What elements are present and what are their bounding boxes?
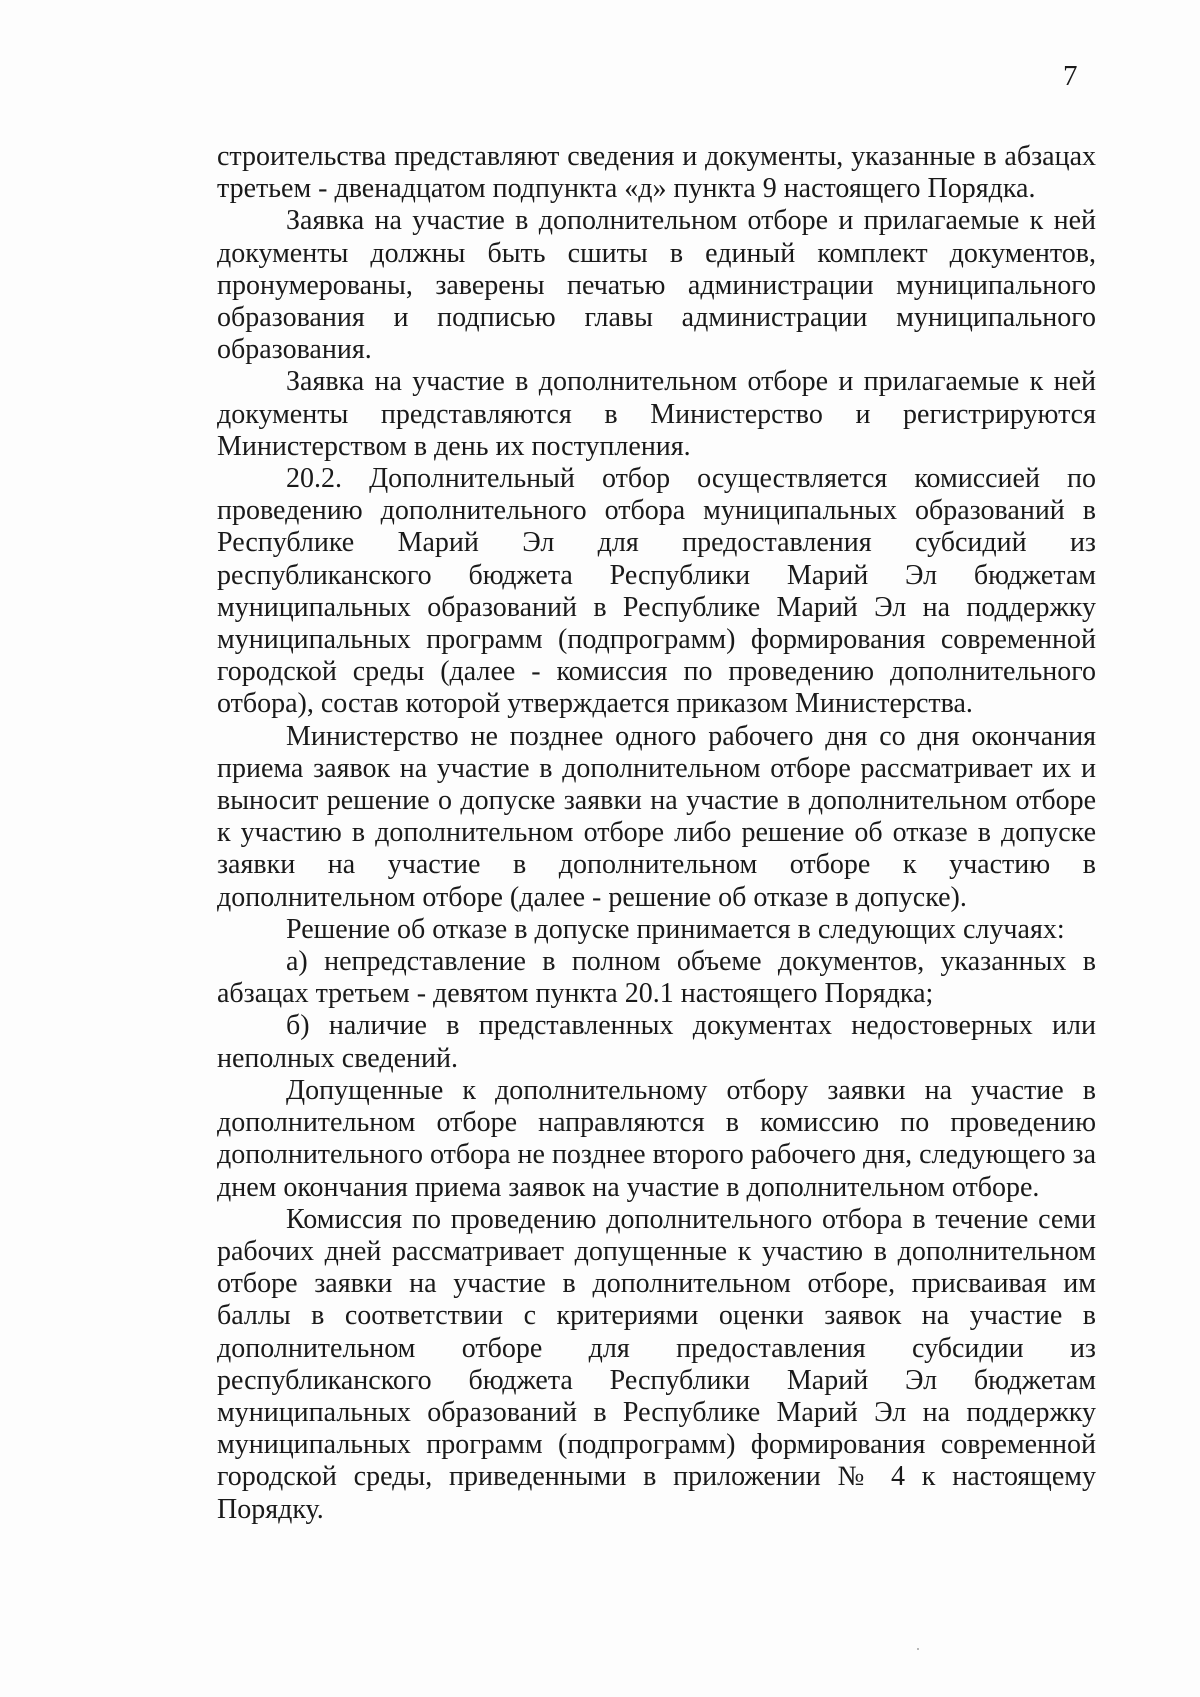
paragraph-continuation: строительства представляют сведения и документы, указанные в абзацах третьем - двенадцатом подпункта «д» пункта 9 настоящего Порядка. — [217, 141, 1096, 205]
list-item-b: б) наличие в представленных документах недостоверных или неполных сведений. — [217, 1010, 1096, 1074]
paragraph-refusal-cases: Решение об отказе в допуске принимается в следующих случаях: — [286, 913, 1065, 945]
paragraph-ministry-review: Министерство не позднее одного рабочего дня со дня окончания приема заявок на участие в дополнительном отборе рассматривает их и выносит решение о допуске заявки на участие в дополнительном отборе к участию в дополнительном отборе либо решение об отказе в допуске заявки на участие в дополнительном отборе к участию в дополнительном отборе (далее - решение об отказе в допуске). — [217, 720, 1096, 913]
paragraph-commission-scoring: Комиссия по проведению дополнительного отбора в течение семи рабочих дней рассматривает допущенные к участию в дополнительном отборе заявки на участие в дополнительном отборе, присваивая им баллы в соответствии с критериями оценки заявок на участие в дополнительном отборе для предоставления субсидии из республиканского бюджета Республики Марий Эл бюджетам муниципальных образований в Республике Марий Эл на поддержку муниципальных программ (подпрограмм) формирования современной городской среды, приведенными в приложении № 4 к настоящему Порядку. — [217, 1203, 1096, 1525]
page-number: 7 — [1063, 60, 1078, 92]
list-item-a: а) непредставление в полном объеме документов, указанных в абзацах третьем - девятом пункта 20.1 настоящего Порядка; — [217, 946, 1096, 1010]
paragraph-application-binding: Заявка на участие в дополнительном отборе и прилагаемые к ней документы должны быть сшиты в единый комплект документов, пронумерованы, заверены печатью администрации муниципального образования и подписью главы администрации муниципального образования. — [217, 205, 1096, 366]
document-body — [217, 141, 1096, 1526]
paragraph-admitted-applications: Допущенные к дополнительному отбору заявки на участие в дополнительном отборе направляются в комиссию по проведению дополнительного отбора не позднее второго рабочего дня, следующего за днем окончания приема заявок на участие в дополнительном отборе. — [217, 1074, 1096, 1203]
paragraph-clause-20-2: 20.2. Дополнительный отбор осуществляется комиссией по проведению дополнительного отбора муниципальных образований в Республике Марий Эл для предоставления субсидий из республиканского бюджета Республики Марий Эл бюджетам муниципальных образований в Республике Марий Эл на поддержку муниципальных программ (подпрограмм) формирования современной городской среды (далее - комиссия по проведению дополнительного отбора), состав которой утверждается приказом Министерства. — [217, 463, 1096, 720]
scan-speck — [917, 1648, 919, 1650]
paragraph-application-submission: Заявка на участие в дополнительном отборе и прилагаемые к ней документы представляются в Министерство и регистрируются Министерством в день их поступления. — [217, 366, 1096, 462]
